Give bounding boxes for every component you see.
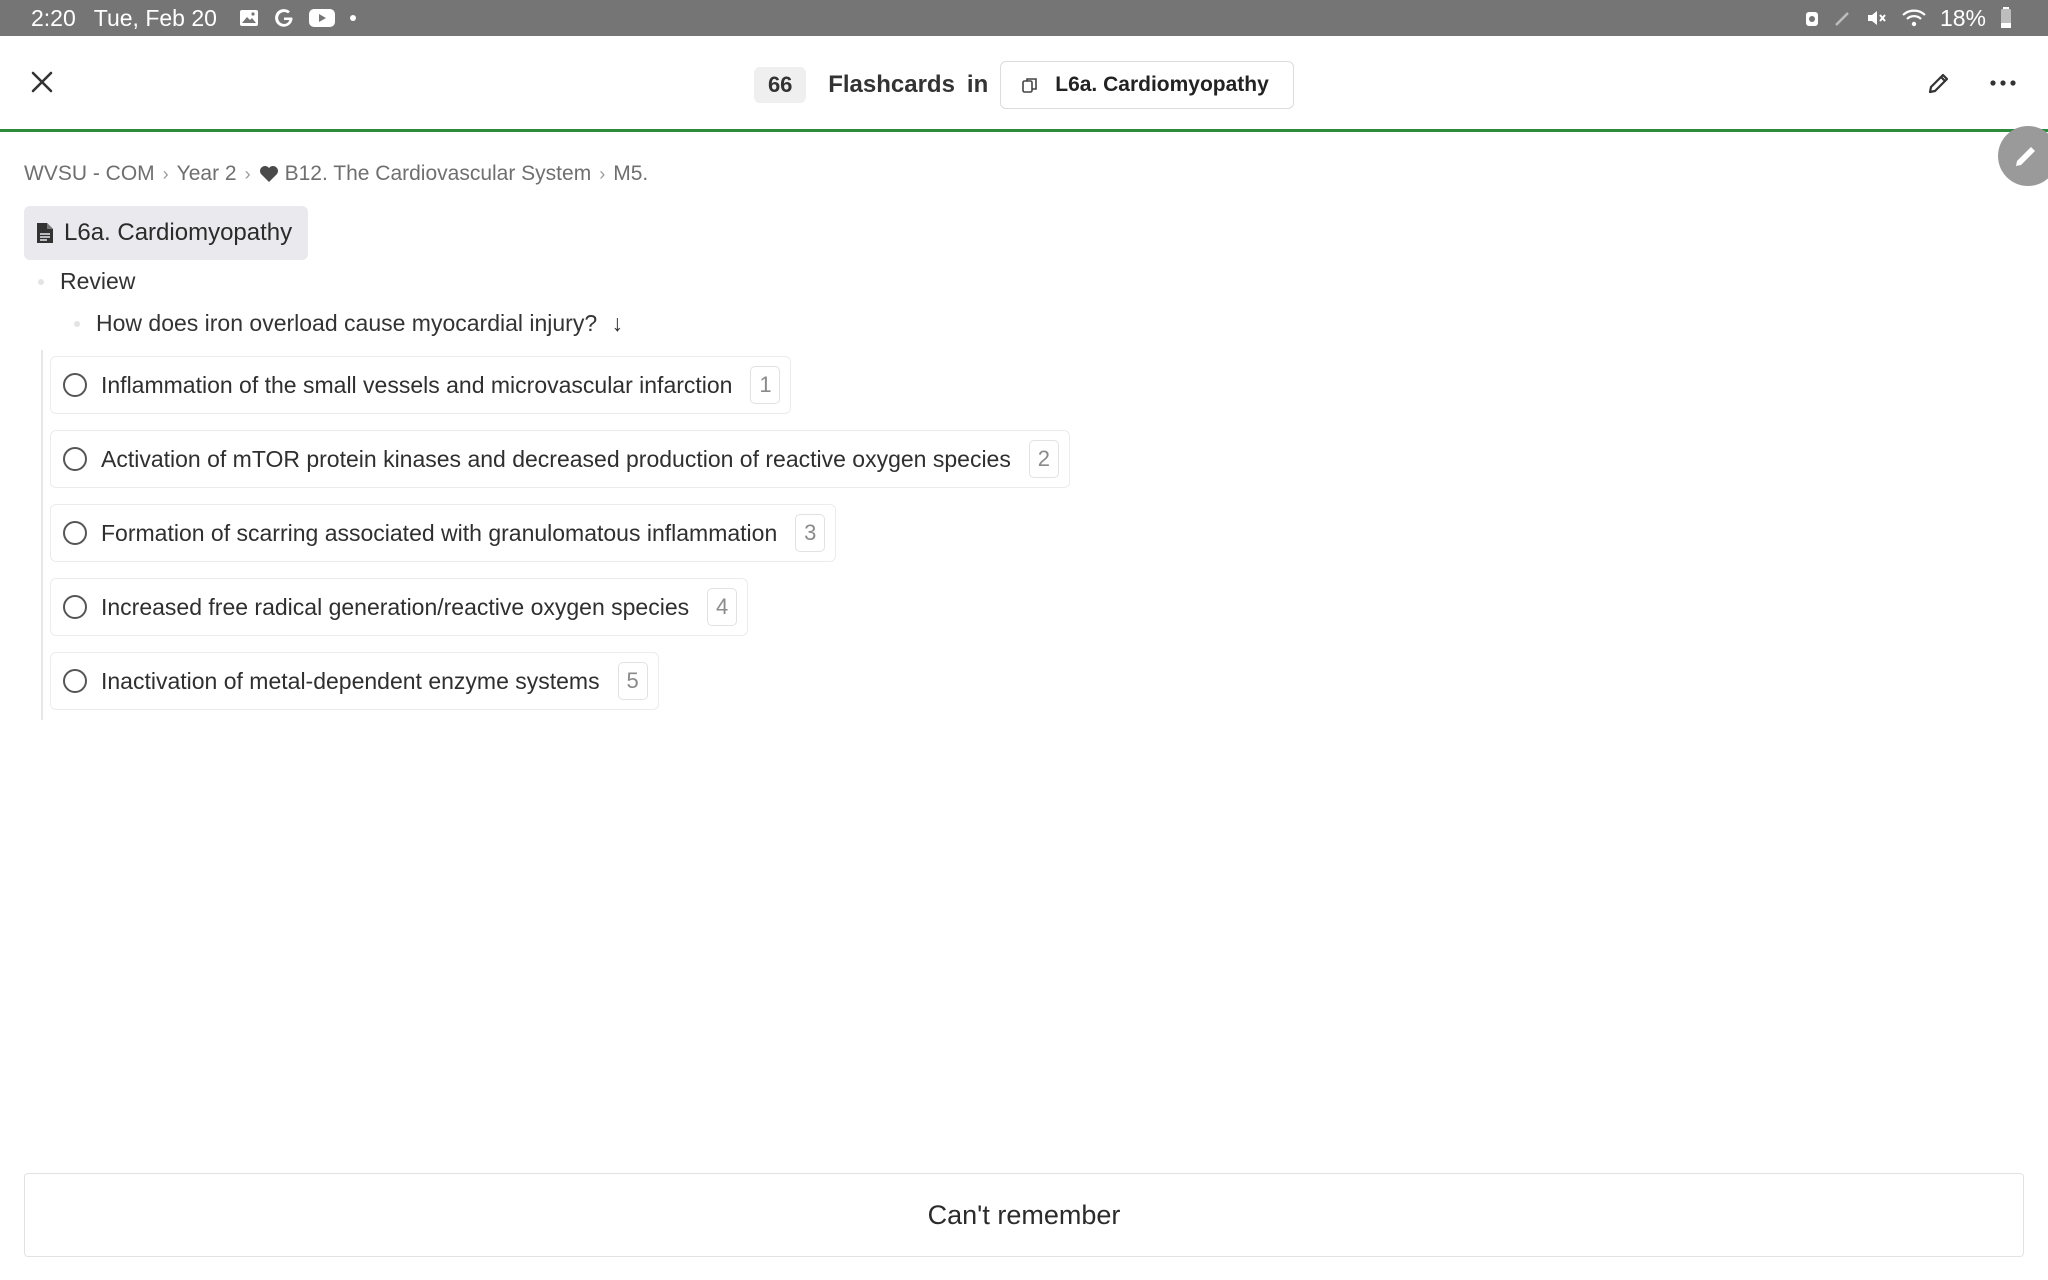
answer-shortcut-key: 5 — [618, 662, 648, 700]
breadcrumb — [24, 162, 648, 186]
radio-button[interactable] — [63, 669, 87, 693]
pencil-icon — [2012, 142, 2040, 170]
document-link[interactable] — [24, 206, 308, 260]
pen-icon — [1834, 6, 1852, 30]
arrow-down-icon: ↓ — [611, 310, 624, 336]
document-icon — [36, 222, 54, 244]
radio-button[interactable] — [63, 521, 87, 545]
answer-options — [50, 356, 1070, 710]
breadcrumb-item-m5[interactable]: M5. — [613, 162, 649, 185]
google-icon — [273, 6, 295, 30]
mute-icon — [1866, 6, 1888, 30]
breadcrumb-item-label: B12. The Cardiovascular System — [284, 162, 592, 185]
more-options-button[interactable] — [1986, 66, 2020, 100]
bullet-dot — [74, 321, 80, 327]
header-title: Flashcards — [828, 71, 955, 98]
battery-icon — [2000, 6, 2012, 30]
answers-rail — [41, 350, 43, 720]
outline-parent-label: Review — [60, 268, 136, 294]
alarm-icon — [1804, 6, 1820, 30]
flashcard-count-badge: 66 — [754, 67, 806, 103]
answer-option-4[interactable] — [50, 578, 748, 636]
status-bar-right — [1804, 5, 2012, 32]
breadcrumb-separator: › — [244, 163, 251, 184]
answer-option-1[interactable] — [50, 356, 791, 414]
answer-text: Inactivation of metal-dependent enzyme systems — [101, 667, 600, 694]
breadcrumb-item-wvsu-com[interactable]: WVSU - COM — [24, 162, 155, 185]
outline-parent-node — [38, 268, 135, 295]
status-time: 2:20 — [31, 4, 76, 31]
flashcard-question — [74, 310, 623, 337]
answer-shortcut-key: 1 — [750, 366, 780, 404]
more-horizontal-icon — [1989, 79, 2017, 87]
answer-shortcut-key: 3 — [795, 514, 825, 552]
cant-remember-button[interactable]: Can't remember — [24, 1173, 2024, 1257]
answer-text: Formation of scarring associated with granulomatous inflammation — [101, 519, 778, 546]
floating-edit-button[interactable] — [1998, 126, 2048, 186]
bullet-dot — [38, 279, 44, 285]
breadcrumb-item-cardiovascular[interactable] — [259, 162, 592, 186]
answer-text: Activation of mTOR protein kinases and decreased production of reactive oxygen species — [101, 445, 1011, 472]
battery-percent: 18% — [1939, 4, 1986, 31]
dot-icon — [349, 6, 357, 30]
wifi-icon — [1902, 6, 1926, 30]
header-actions — [1922, 66, 2020, 100]
answer-shortcut-key: 2 — [1029, 440, 1059, 478]
radio-button[interactable] — [63, 373, 87, 397]
pencil-icon — [1926, 70, 1952, 96]
radio-button[interactable] — [63, 595, 87, 619]
answer-text: Increased free radical generation/reactive oxygen species — [101, 593, 690, 620]
breadcrumb-separator: › — [162, 163, 169, 184]
answer-text: Inflammation of the small vessels and microvascular infarction — [101, 371, 733, 398]
answer-option-2[interactable] — [50, 430, 1070, 488]
edit-button[interactable] — [1922, 66, 1956, 100]
answer-shortcut-key: 4 — [707, 588, 737, 626]
header-in-label: in — [966, 71, 989, 98]
status-bar — [0, 0, 2048, 36]
header-title-group — [0, 60, 2048, 110]
radio-button[interactable] — [63, 447, 87, 471]
cards-icon — [1021, 76, 1039, 94]
question-text — [96, 310, 623, 337]
deck-selector-label: L6a. Cardiomyopathy — [1055, 73, 1269, 96]
status-bar-left — [31, 5, 357, 32]
status-date: Tue, Feb 20 — [93, 4, 217, 31]
gallery-icon — [239, 6, 259, 30]
answer-option-3[interactable] — [50, 504, 836, 562]
question-label: How does iron overload cause myocardial injury? — [96, 310, 598, 336]
deck-selector[interactable] — [1000, 61, 1294, 109]
heart-icon — [259, 165, 279, 183]
document-title: L6a. Cardiomyopathy — [64, 219, 293, 246]
breadcrumb-separator: › — [599, 163, 606, 184]
flashcard-header — [0, 36, 2048, 132]
breadcrumb-item-year-2[interactable]: Year 2 — [176, 162, 237, 185]
answer-option-5[interactable] — [50, 652, 659, 710]
youtube-icon — [309, 6, 335, 30]
